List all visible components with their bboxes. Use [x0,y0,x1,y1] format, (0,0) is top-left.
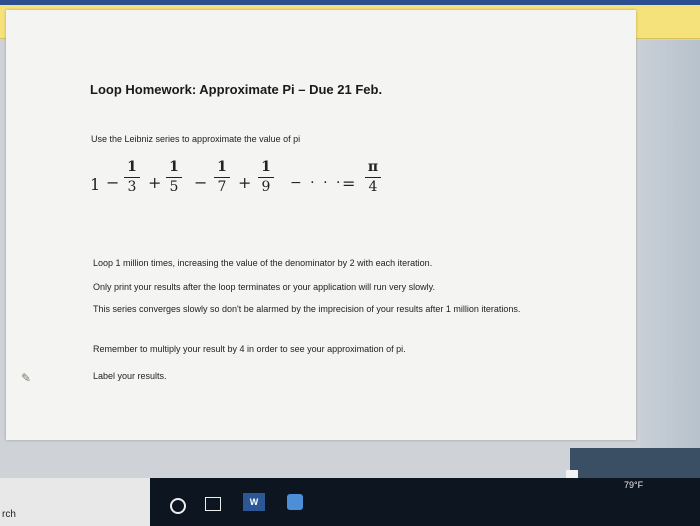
formula-fraction [166,160,182,195]
fraction-bar [214,177,230,178]
page-title: Loop Homework: Approximate Pi – Due 21 Feb. [90,82,383,97]
fraction-denominator: 9 [261,179,271,195]
desktop-background-strip [640,40,700,478]
instruction-paragraph: This series converges slowly so don't be alarmed by the imprecision of your results after 1 million iterations. [93,304,521,314]
fraction-numerator: 1 [217,159,227,175]
fraction-numerator: 1 [127,159,137,175]
fraction-numerator: π [367,159,379,175]
taskbar-search-label: rch [2,509,16,520]
instruction-paragraph: Only print your results after the loop terminates or your application will run very slowly. [93,282,435,292]
formula-op: + [148,173,162,192]
window-frame-top [0,0,700,5]
margin-pen-mark: ✎ [21,371,32,385]
formula-lead: 1 [90,175,101,194]
fraction-numerator: 1 [169,159,179,175]
formula-op: − [194,173,208,192]
formula-fraction [214,160,230,195]
taskbar-search-box[interactable] [0,478,150,526]
fraction-denominator: 4 [368,179,378,195]
fraction-numerator: 1 [261,159,271,175]
fraction-bar [258,177,274,178]
word-icon[interactable]: W [243,493,265,511]
leibniz-formula [90,160,390,210]
fraction-denominator: 3 [127,179,137,195]
formula-op: + [238,173,252,192]
intro-text: Use the Leibniz series to approximate the value of pi [91,134,301,144]
instruction-paragraph: Loop 1 million times, increasing the value of the denominator by 2 with each iteration. [93,258,433,268]
instruction-paragraph: Label your results. [93,371,167,381]
formula-fraction [258,160,274,195]
formula-fraction [124,160,140,195]
edge-icon[interactable] [287,494,303,510]
system-tray-panel [570,448,700,478]
weather-temperature[interactable]: 79°F [624,480,644,490]
fraction-bar [365,177,381,178]
cortana-icon[interactable] [170,498,186,514]
fraction-bar [124,177,140,178]
formula-equals: = [342,174,356,193]
formula-op: − [106,173,120,192]
fraction-denominator: 5 [169,179,179,195]
task-view-icon[interactable] [205,497,221,511]
formula-tail: − · · · [290,175,343,191]
fraction-denominator: 7 [217,179,227,195]
instruction-paragraph: Remember to multiply your result by 4 in order to see your approximation of pi. [93,344,406,354]
fraction-bar [166,177,182,178]
formula-rhs [365,160,381,195]
